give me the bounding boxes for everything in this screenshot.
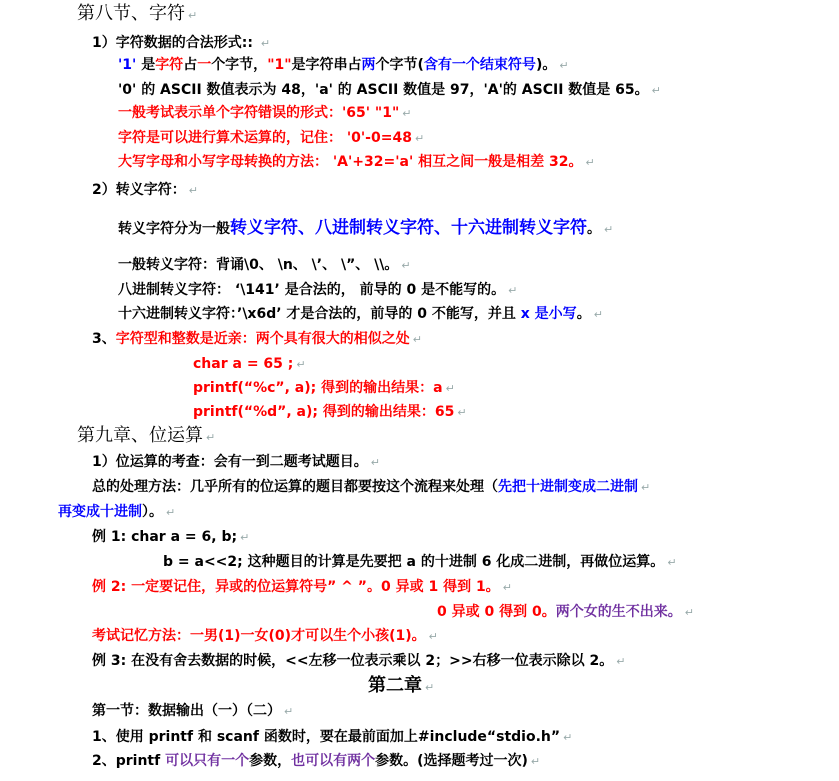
text-run: 一 — [197, 57, 212, 73]
paragraph-mark-icon: ↵ — [530, 755, 541, 768]
text-run: '1' — [118, 57, 142, 73]
paragraph-line — [92, 626, 438, 647]
paragraph-line — [92, 452, 380, 473]
paragraph-line — [118, 280, 517, 301]
paragraph-line — [118, 80, 661, 101]
paragraph-mark-icon: ↵ — [260, 37, 271, 50]
paragraph-line — [92, 577, 512, 598]
text-run: 一般转义字符：背诵\0、 \n、 \’、 \”、 \\。 — [118, 257, 399, 273]
text-run: char a = 65 ; — [193, 356, 294, 372]
paragraph-line — [193, 402, 467, 423]
text-run: 是 — [141, 57, 156, 73]
paragraph-mark-icon: ↵ — [188, 9, 198, 22]
text-run: 2）转义字符： — [92, 182, 186, 198]
paragraph-mark-icon: ↵ — [296, 358, 306, 371]
paragraph-mark-icon: ↵ — [445, 382, 455, 395]
paragraph-mark-icon: ↵ — [651, 84, 661, 97]
text-run: 字符是可以进行算术运算的，记住： '0'-0=48 — [118, 130, 412, 146]
paragraph-line — [58, 502, 175, 523]
heading — [77, 4, 197, 26]
text-run: 两 — [361, 57, 376, 73]
text-run: 两个女的生不出来。 — [555, 604, 682, 620]
paragraph-mark-icon: ↵ — [604, 223, 614, 236]
text-run: 2、printf — [92, 753, 166, 769]
text-run: 。 — [576, 306, 591, 322]
text-run: 个字节， — [211, 57, 268, 73]
text-run: 也可以有两个 — [291, 753, 376, 769]
paragraph-mark-icon: ↵ — [641, 481, 651, 494]
paragraph-line — [92, 329, 422, 350]
heading — [77, 426, 215, 448]
text-run: 再变成十进制 — [58, 504, 142, 520]
text-run: "1" — [267, 57, 292, 73]
text-run: 1）位运算的考查：会有一到二题考试题目。 — [92, 454, 368, 470]
text-run: 占 — [183, 57, 198, 73]
text-run: 含有一个结束符号 — [423, 57, 536, 73]
paragraph-mark-icon: ↵ — [508, 284, 518, 297]
text-run: printf(“%d”, a); 得到的输出结果：65 — [193, 404, 455, 420]
paragraph-mark-icon: ↵ — [559, 59, 569, 72]
paragraph-mark-icon: ↵ — [593, 308, 603, 321]
paragraph-mark-icon: ↵ — [166, 506, 176, 519]
text-run: 第二章 — [368, 675, 422, 696]
paragraph-mark-icon: ↵ — [428, 630, 438, 643]
paragraph-line — [92, 651, 625, 672]
paragraph-mark-icon: ↵ — [684, 606, 694, 619]
paragraph-mark-icon: ↵ — [402, 107, 412, 120]
text-run: 十六进制转义字符：’\x6d’ 才是合法的，前导的 0 不能写，并且 — [118, 306, 521, 322]
text-run: 0 异或 0 得到 0。 — [437, 604, 556, 620]
text-run: 大写字母和小写字母转换的方法： 'A'+32='a' 相互之间一般是相差 32。 — [118, 154, 583, 170]
paragraph-line — [92, 527, 249, 548]
paragraph-line — [118, 152, 595, 173]
text-run: 总的处理方法：几乎所有的位运算的题目都要按这个流程来处理（ — [92, 479, 498, 495]
text-run: 例 3: 在没有舍去数据的时候，<<左移一位表示乘以 2；>>右移一位表示除以 2。 — [92, 653, 614, 669]
text-run: 例 1: char a = 6, b; — [92, 529, 238, 545]
paragraph-mark-icon: ↵ — [425, 681, 435, 694]
text-run: 是字符串占 — [291, 57, 362, 73]
text-run: printf(“%c”, a); 得到的输出结果：a — [193, 380, 443, 396]
paragraph-mark-icon: ↵ — [240, 531, 250, 544]
heading — [368, 676, 434, 698]
paragraph-mark-icon: ↵ — [585, 156, 595, 169]
text-run: 转义字符分为一般 — [118, 221, 230, 237]
text-run: 例 2: 一定要记住，异或的位运算符号” ^ ”。0 异或 1 得到 1。 — [92, 579, 500, 595]
text-run: 字符 — [155, 57, 184, 73]
text-run: )。 — [535, 57, 557, 73]
paragraph-line — [92, 751, 540, 772]
text-run: 考试记忆方法：一男(1)一女(0)才可以生个小孩(1)。 — [92, 628, 426, 644]
paragraph-line — [118, 255, 411, 276]
text-run: 1、使用 printf 和 scanf 函数时，要在最前面加上#include“stdio.h” — [92, 729, 561, 745]
paragraph-line — [118, 304, 603, 325]
paragraph-line — [118, 128, 424, 149]
paragraph-mark-icon: ↵ — [412, 333, 422, 346]
paragraph-line — [437, 602, 694, 623]
paragraph-mark-icon: ↵ — [401, 259, 411, 272]
text-run: x 是小写 — [520, 306, 577, 322]
text-run: 1）字符数据的合法形式:: — [92, 35, 258, 51]
paragraph-mark-icon: ↵ — [616, 655, 626, 668]
paragraph-mark-icon: ↵ — [188, 184, 198, 197]
paragraph-line — [118, 55, 569, 76]
paragraph-mark-icon: ↵ — [457, 406, 467, 419]
text-run: 参数。(选择题考过一次) — [375, 753, 528, 769]
paragraph-line — [92, 477, 650, 498]
paragraph-mark-icon: ↵ — [414, 132, 425, 145]
text-run: 第八节、字符 — [77, 3, 185, 24]
paragraph-line — [92, 180, 198, 201]
text-run: 第九章、位运算 — [77, 425, 203, 446]
text-run: 参数， — [249, 753, 292, 769]
paragraph-mark-icon: ↵ — [502, 581, 512, 594]
text-run: 个字节( — [375, 57, 424, 73]
paragraph-mark-icon: ↵ — [206, 431, 216, 444]
paragraph-mark-icon: ↵ — [284, 705, 294, 718]
text-run: ）。 — [142, 504, 163, 520]
paragraph-line — [193, 378, 455, 399]
paragraph-line — [92, 33, 270, 54]
text-run: 。 — [587, 221, 601, 237]
text-run: 可以只有一个 — [165, 753, 250, 769]
text-run: 字符型和整数是近亲：两个具有很大的相似之处 — [115, 331, 410, 347]
paragraph-line — [92, 701, 293, 722]
text-run: '0' 的 ASCII 数值表示为 48，'a' 的 ASCII 数值是 97，'A'的 ASCII 数值是 65。 — [118, 82, 649, 98]
paragraph-line — [92, 727, 572, 748]
paragraph-line — [118, 218, 613, 240]
text-run: 3、 — [92, 331, 116, 347]
text-run: 八进制转义字符： ‘\141’ 是合法的， 前导的 0 是不能写的。 — [118, 282, 506, 298]
paragraph-line — [163, 552, 677, 573]
paragraph-line — [193, 354, 306, 375]
text-run: b = a<<2; 这种题目的计算是先要把 a 的十进制 6 化成二进制，再做位运算。 — [163, 554, 665, 570]
text-run: 转义字符、八进制转义字符、十六进制转义字符 — [230, 218, 587, 238]
paragraph-line — [118, 103, 411, 124]
paragraph-mark-icon: ↵ — [370, 456, 380, 469]
text-run: 一般考试表示单个字符错误的形式：'65' "1" — [118, 105, 400, 121]
paragraph-mark-icon: ↵ — [667, 556, 677, 569]
paragraph-mark-icon: ↵ — [563, 731, 573, 744]
text-run: 先把十进制变成二进制 — [498, 479, 638, 495]
text-run: 第一节：数据输出（一）（二） — [92, 703, 281, 719]
